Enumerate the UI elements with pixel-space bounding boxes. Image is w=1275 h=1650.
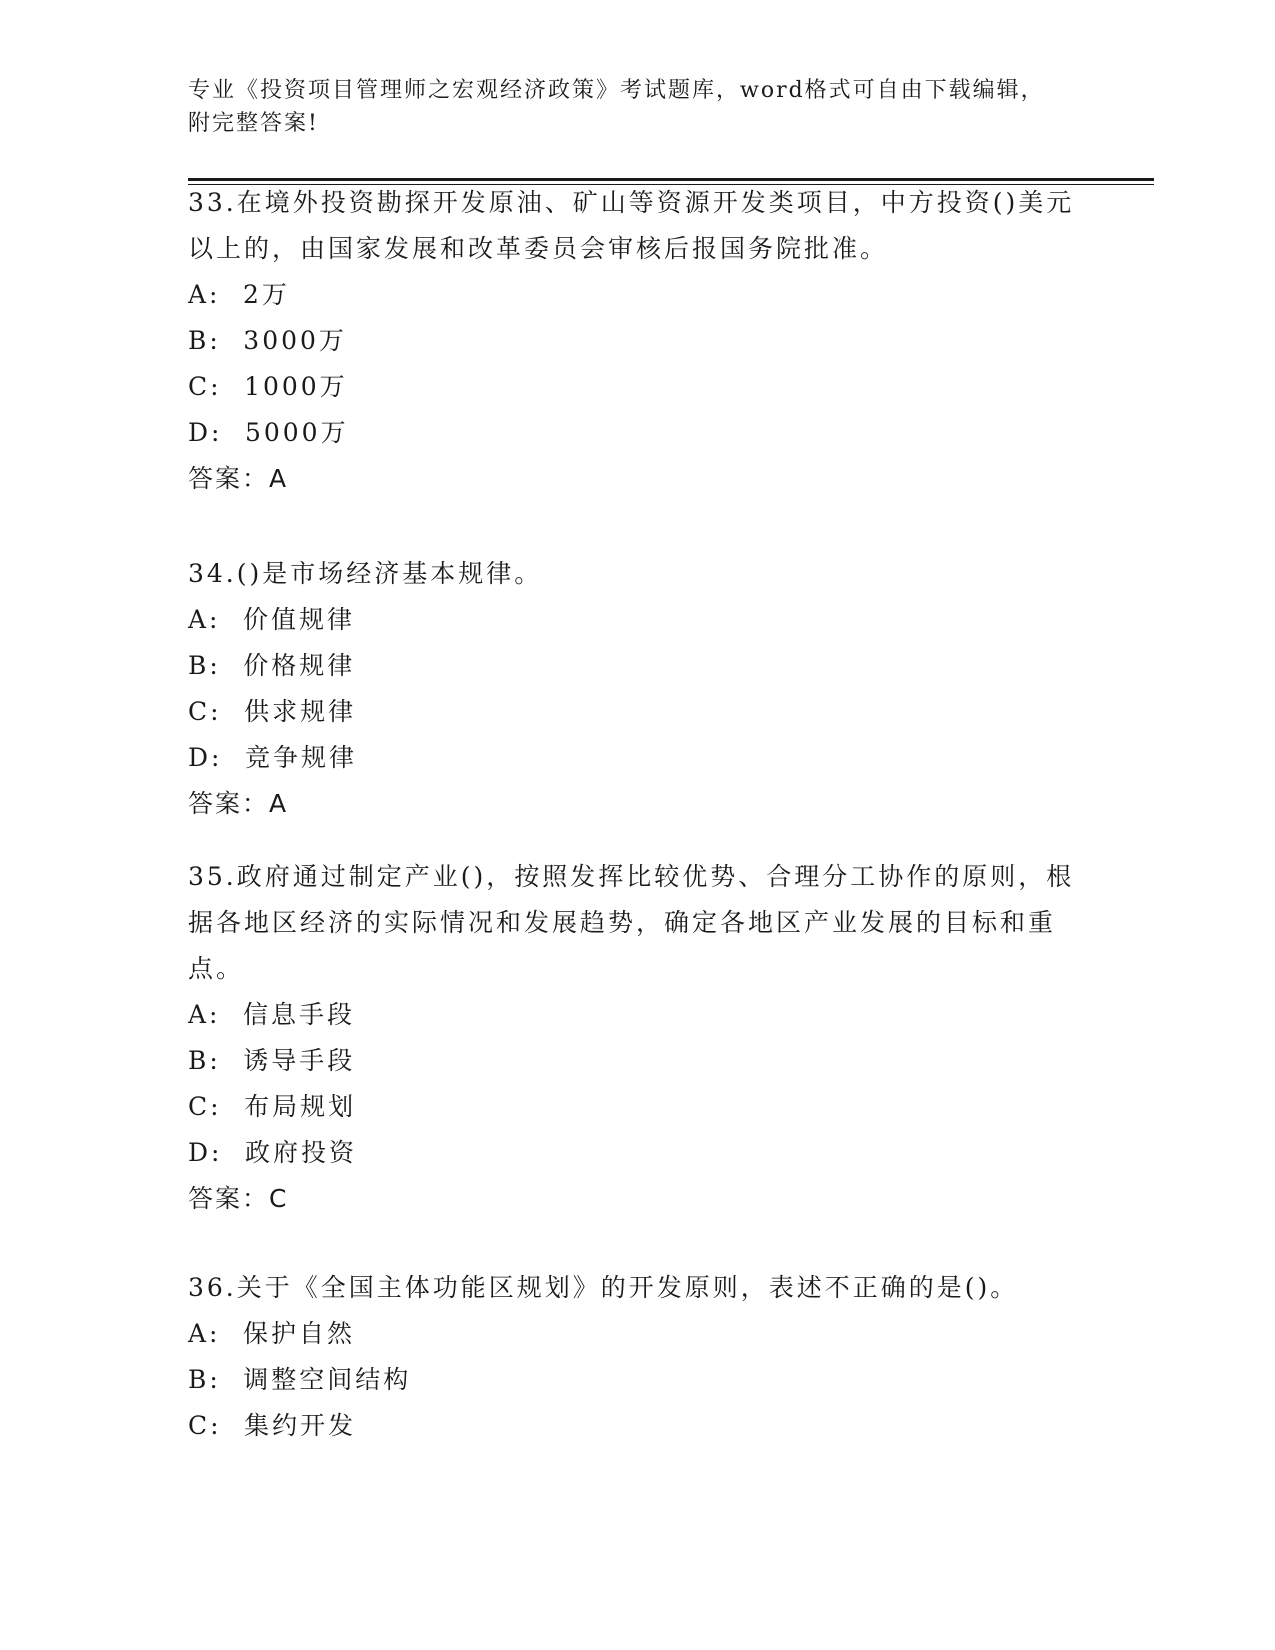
answer-line: 答案：A (188, 789, 289, 818)
option-a: A: 2万 (188, 280, 290, 309)
option-d: D: 竞争规律 (188, 743, 357, 772)
option-b: B: 价格规律 (188, 651, 356, 680)
option-d: D: 政府投资 (188, 1138, 357, 1167)
option-a: A: 保护自然 (188, 1319, 355, 1348)
question-stem: 35.政府通过制定产业()，按照发挥比较优势、合理分工协作的原则，根据各地区经济的实际情况和发展趋势，确定各地区产业发展的目标和重点。 (188, 862, 1075, 983)
question-stem: 34.()是市场经济基本规律。 (188, 559, 543, 588)
option-b: B: 诱导手段 (188, 1046, 356, 1075)
option-a: A: 信息手段 (188, 1000, 355, 1029)
option-a: A: 价值规律 (188, 605, 355, 634)
question-36 (188, 1265, 1088, 1449)
document-header (188, 74, 1088, 140)
header-line-1: 专业《投资项目管理师之宏观经济政策》考试题库，word格式可自由下载编辑， (188, 78, 1045, 103)
option-c: C: 布局规划 (188, 1092, 357, 1121)
question-33 (188, 180, 1088, 502)
header-line-2: 附完整答案! (188, 111, 319, 136)
option-c: C: 1000万 (188, 372, 348, 401)
option-d: D: 5000万 (188, 418, 349, 447)
question-34 (188, 551, 1088, 827)
option-c: C: 供求规律 (188, 697, 357, 726)
question-stem: 36.关于《全国主体功能区规划》的开发原则，表述不正确的是()。 (188, 1273, 1019, 1302)
option-b: B: 调整空间结构 (188, 1365, 412, 1394)
option-c: C: 集约开发 (188, 1411, 357, 1440)
question-35 (188, 854, 1088, 1222)
answer-line: 答案：C (188, 1184, 289, 1213)
question-stem: 33.在境外投资勘探开发原油、矿山等资源开发类项目，中方投资()美元以上的，由国家发展和改革委员会审核后报国务院批准。 (188, 188, 1075, 263)
option-b: B: 3000万 (188, 326, 347, 355)
answer-line: 答案：A (188, 464, 289, 493)
